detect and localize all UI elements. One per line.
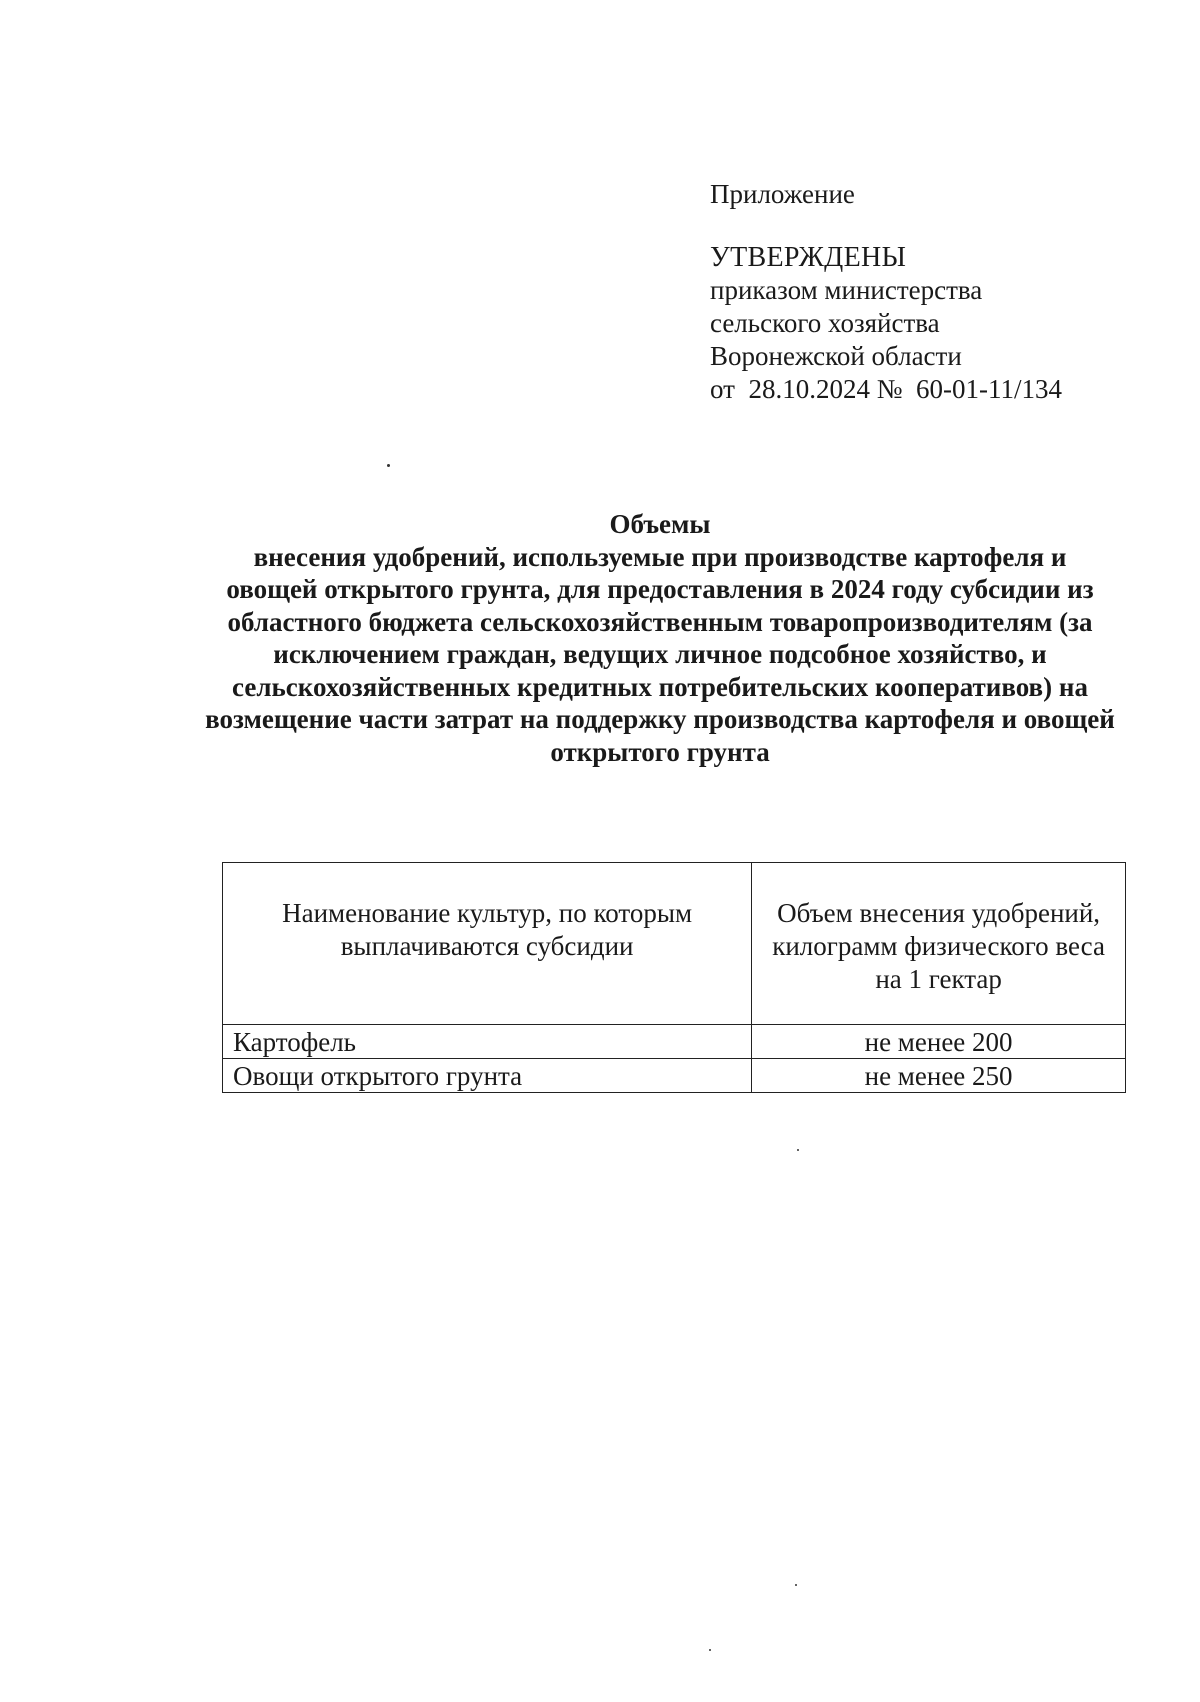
approved-by-line: Воронежской области bbox=[710, 341, 962, 371]
approved-by-line: приказом министерства bbox=[710, 275, 983, 305]
order-number: 60-01-11/134 bbox=[915, 374, 1062, 404]
document-title bbox=[160, 508, 1160, 768]
order-number-sign: № bbox=[876, 374, 903, 404]
table-header-row bbox=[223, 863, 1126, 1025]
table-row bbox=[223, 1025, 1126, 1059]
scan-speck bbox=[797, 1149, 799, 1151]
scan-speck bbox=[795, 1584, 797, 1586]
table-row bbox=[223, 1059, 1126, 1093]
approved-by-line: сельского хозяйства bbox=[710, 308, 940, 338]
volume-cell: не менее 200 bbox=[752, 1025, 1126, 1059]
volume-cell: не менее 250 bbox=[752, 1059, 1126, 1093]
crop-cell: Овощи открытого грунта bbox=[223, 1059, 752, 1093]
order-prefix: от bbox=[710, 374, 735, 404]
title-line: открытого грунта bbox=[550, 736, 770, 767]
column-header-volume: Объем внесения удобрений, килограмм физического веса на 1 гектар bbox=[752, 863, 1126, 1025]
approved-label: УТВЕРЖДЕНЫ bbox=[710, 242, 907, 273]
title-line: овощей открытого грунта, для предоставления в 2024 году субсидии из bbox=[226, 574, 1094, 604]
approval-block bbox=[710, 178, 1062, 406]
title-heading: Объемы bbox=[609, 509, 711, 539]
order-date: 28.10.2024 bbox=[748, 374, 870, 404]
title-line: областного бюджета сельскохозяйственным товаропроизводителям (за bbox=[227, 606, 1093, 637]
title-line: внесения удобрений, используемые при производстве картофеля и bbox=[253, 541, 1067, 572]
fertilizer-volume-table bbox=[222, 862, 1126, 1093]
title-line: возмещение части затрат на поддержку производства картофеля и овощей bbox=[205, 704, 1115, 734]
crop-cell: Картофель bbox=[223, 1025, 752, 1059]
column-header-crop: Наименование культур, по которым выплачиваются субсидии bbox=[223, 863, 752, 1025]
scan-speck bbox=[709, 1649, 711, 1651]
appendix-label: Приложение bbox=[710, 179, 855, 209]
title-line: сельскохозяйственных кредитных потребительских кооперативов) на bbox=[232, 671, 1088, 702]
scan-speck bbox=[387, 464, 390, 467]
order-reference bbox=[710, 373, 1062, 406]
title-line: исключением граждан, ведущих личное подсобное хозяйство, и bbox=[273, 639, 1047, 669]
